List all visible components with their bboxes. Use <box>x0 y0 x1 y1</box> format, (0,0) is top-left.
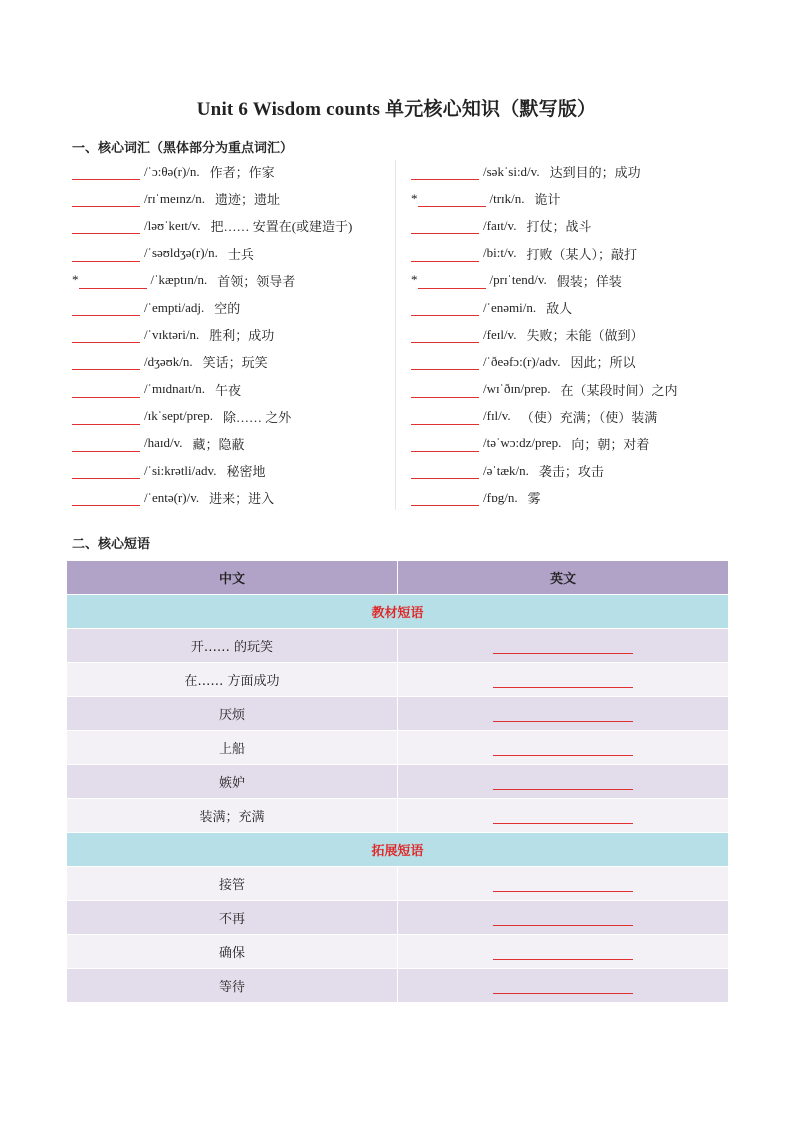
table-row <box>67 663 729 697</box>
answer-blank[interactable] <box>398 629 729 663</box>
phrase-chinese: 接管 <box>67 867 398 901</box>
page-title: Unit 6 Wisdom counts 单元核心知识（默写版） <box>196 99 597 120</box>
vocab-row <box>411 484 731 511</box>
phonetic: /əˈtæk/n. <box>483 462 529 478</box>
phonetic: /ˈvɪktəri/n. <box>144 326 200 342</box>
meaning: 打仗；战斗 <box>526 219 592 235</box>
answer-blank[interactable] <box>398 799 729 833</box>
column-divider <box>395 160 396 510</box>
vocab-row <box>72 348 392 375</box>
phrase-chinese: 开…… 的玩笑 <box>67 629 398 663</box>
vocab-row <box>411 240 731 267</box>
phonetic: /rɪˈmeɪnz/n. <box>144 190 206 206</box>
vocab-row <box>411 267 731 294</box>
vocab-row <box>72 158 392 185</box>
table-row <box>67 935 729 969</box>
word-answer-blank[interactable] <box>411 381 479 398</box>
phonetic: /ˈenəmi/n. <box>483 299 537 315</box>
phrase-chinese: 在…… 方面成功 <box>67 663 398 697</box>
meaning: 首领；领导者 <box>217 273 296 289</box>
word-answer-blank[interactable] <box>72 381 140 398</box>
word-answer-blank[interactable] <box>411 408 479 425</box>
vocab-row <box>72 457 392 484</box>
table-row <box>67 867 729 901</box>
key-word-star: * <box>411 272 418 288</box>
vocab-row <box>72 321 392 348</box>
phonetic: /prɪˈtend/v. <box>489 272 547 288</box>
vocab-list-left <box>72 158 392 511</box>
phonetic: /ˈsəʊldʒə(r)/n. <box>144 245 218 261</box>
meaning: 除…… 之外 <box>222 409 292 425</box>
phonetic: /ˈɔ:θə(r)/n. <box>144 163 200 179</box>
meaning: 敌人 <box>546 301 573 317</box>
vocab-row <box>411 430 731 457</box>
vocab-row <box>411 376 731 403</box>
phonetic: /ˈsi:krətli/adv. <box>144 462 217 478</box>
meaning: 因此；所以 <box>570 355 636 371</box>
phrase-chinese: 厌烦 <box>67 697 398 731</box>
meaning: 打败（某人）；敲打 <box>526 246 637 262</box>
meaning: 午夜 <box>215 382 242 398</box>
vocab-row <box>72 240 392 267</box>
phonetic: /ləʊˈkeɪt/v. <box>144 217 201 233</box>
table-row <box>67 629 729 663</box>
vocab-row <box>72 185 392 212</box>
word-answer-blank[interactable] <box>72 353 140 370</box>
vocab-row <box>411 321 731 348</box>
column-header-chinese: 中文 <box>67 561 398 595</box>
vocab-row <box>72 267 392 294</box>
vocab-row <box>411 212 731 239</box>
vocab-row <box>72 294 392 321</box>
meaning: 胜利；成功 <box>209 328 275 344</box>
phonetic: /feɪl/v. <box>483 326 517 342</box>
vocab-row <box>411 457 731 484</box>
table-row <box>67 969 729 1003</box>
meaning: 诡计 <box>534 192 561 208</box>
word-answer-blank[interactable] <box>411 435 479 452</box>
meaning: 雾 <box>527 491 541 507</box>
phonetic: /faɪt/v. <box>483 217 517 233</box>
vocab-row <box>72 376 392 403</box>
answer-blank[interactable] <box>398 731 729 765</box>
meaning: 在（某段时间）之内 <box>560 382 678 398</box>
phonetic: /ˈmɪdnaɪt/n. <box>144 381 206 397</box>
key-word-star: * <box>411 190 418 206</box>
answer-blank[interactable] <box>398 969 729 1003</box>
meaning: 遗迹；遗址 <box>215 192 281 208</box>
word-answer-blank[interactable] <box>72 435 140 452</box>
vocab-row <box>411 158 731 185</box>
meaning: 失败；未能（做到） <box>526 328 644 344</box>
word-answer-blank[interactable] <box>72 462 140 479</box>
word-answer-blank[interactable] <box>411 217 479 234</box>
word-answer-blank[interactable] <box>72 163 140 180</box>
word-answer-blank[interactable] <box>411 489 479 506</box>
vocab-row <box>411 185 731 212</box>
phrase-chinese: 等待 <box>67 969 398 1003</box>
phonetic: /ˈðeəfɔ:(r)/adv. <box>483 353 561 369</box>
column-header-english: 英文 <box>398 561 729 595</box>
phonetic: /fɪl/v. <box>483 408 511 424</box>
word-answer-blank[interactable] <box>418 272 486 289</box>
meaning: （使）充满；（使）装满 <box>520 409 658 425</box>
answer-blank[interactable] <box>398 697 729 731</box>
word-answer-blank[interactable] <box>72 217 140 234</box>
phrase-table <box>66 560 729 1003</box>
phonetic: /trɪk/n. <box>489 190 525 206</box>
answer-blank[interactable] <box>398 901 729 935</box>
word-answer-blank[interactable] <box>411 163 479 180</box>
meaning: 藏；隐蔽 <box>192 436 245 452</box>
word-answer-blank[interactable] <box>411 245 479 262</box>
word-answer-blank[interactable] <box>411 353 479 370</box>
word-answer-blank[interactable] <box>411 299 479 316</box>
word-answer-blank[interactable] <box>418 190 486 207</box>
word-answer-blank[interactable] <box>72 489 140 506</box>
word-answer-blank[interactable] <box>411 326 479 343</box>
group-header-textbook-phrases: 教材短语 <box>67 595 729 629</box>
table-row <box>67 731 729 765</box>
table-row <box>67 901 729 935</box>
vocab-list-right <box>411 158 731 511</box>
phrase-chinese: 不再 <box>67 901 398 935</box>
phonetic: /bi:t/v. <box>483 245 517 261</box>
phonetic: /wɪˈðɪn/prep. <box>483 381 551 397</box>
meaning: 进来；进入 <box>209 491 275 507</box>
vocab-row <box>72 484 392 511</box>
answer-blank[interactable] <box>398 867 729 901</box>
word-answer-blank[interactable] <box>72 245 140 262</box>
meaning: 达到目的；成功 <box>549 165 641 181</box>
meaning: 作者；作家 <box>209 165 275 181</box>
meaning: 士兵 <box>227 246 254 262</box>
phonetic: /ˈentə(r)/v. <box>144 489 200 505</box>
vocab-row <box>72 430 392 457</box>
word-answer-blank[interactable] <box>72 299 140 316</box>
section-heading-phrases: 二、核心短语 <box>72 537 151 552</box>
word-answer-blank[interactable] <box>72 190 140 207</box>
word-answer-blank[interactable] <box>79 272 147 289</box>
meaning: 假装；佯装 <box>556 273 622 289</box>
vocab-row <box>72 403 392 430</box>
phonetic: /səkˈsi:d/v. <box>483 163 540 179</box>
phonetic: /fɒg/n. <box>483 489 518 505</box>
phrase-chinese: 装满；充满 <box>67 799 398 833</box>
vocab-row <box>411 348 731 375</box>
word-answer-blank[interactable] <box>72 408 140 425</box>
table-row <box>67 697 729 731</box>
phrase-chinese: 嫉妒 <box>67 765 398 799</box>
phonetic: /təˈwɔ:dz/prep. <box>483 435 562 451</box>
answer-blank[interactable] <box>398 765 729 799</box>
key-word-star: * <box>72 272 79 288</box>
phrase-chinese: 确保 <box>67 935 398 969</box>
answer-blank[interactable] <box>398 663 729 697</box>
group-header-extended-phrases: 拓展短语 <box>67 833 729 867</box>
vocab-row <box>411 403 731 430</box>
meaning: 向；朝；对着 <box>571 436 650 452</box>
phonetic: /dʒəʊk/n. <box>144 353 193 369</box>
vocab-row <box>72 212 392 239</box>
meaning: 袭击；攻击 <box>538 464 604 480</box>
answer-blank[interactable] <box>398 935 729 969</box>
word-answer-blank[interactable] <box>411 462 479 479</box>
meaning: 笑话；玩笑 <box>202 355 268 371</box>
table-row <box>67 799 729 833</box>
word-answer-blank[interactable] <box>72 326 140 343</box>
phonetic: /haɪd/v. <box>144 435 183 451</box>
phrase-chinese: 上船 <box>67 731 398 765</box>
meaning: 空的 <box>214 301 241 317</box>
phonetic: /ɪkˈsept/prep. <box>144 408 213 424</box>
phonetic: /ˈempti/adj. <box>144 299 205 315</box>
section-heading-vocabulary: 一、核心词汇（黑体部分为重点词汇） <box>72 141 294 156</box>
vocab-row <box>411 294 731 321</box>
meaning: 把…… 安置在(或建造于) <box>210 219 353 235</box>
meaning: 秘密地 <box>226 464 266 480</box>
table-row <box>67 765 729 799</box>
phonetic: /ˈkæptɪn/n. <box>150 272 208 288</box>
